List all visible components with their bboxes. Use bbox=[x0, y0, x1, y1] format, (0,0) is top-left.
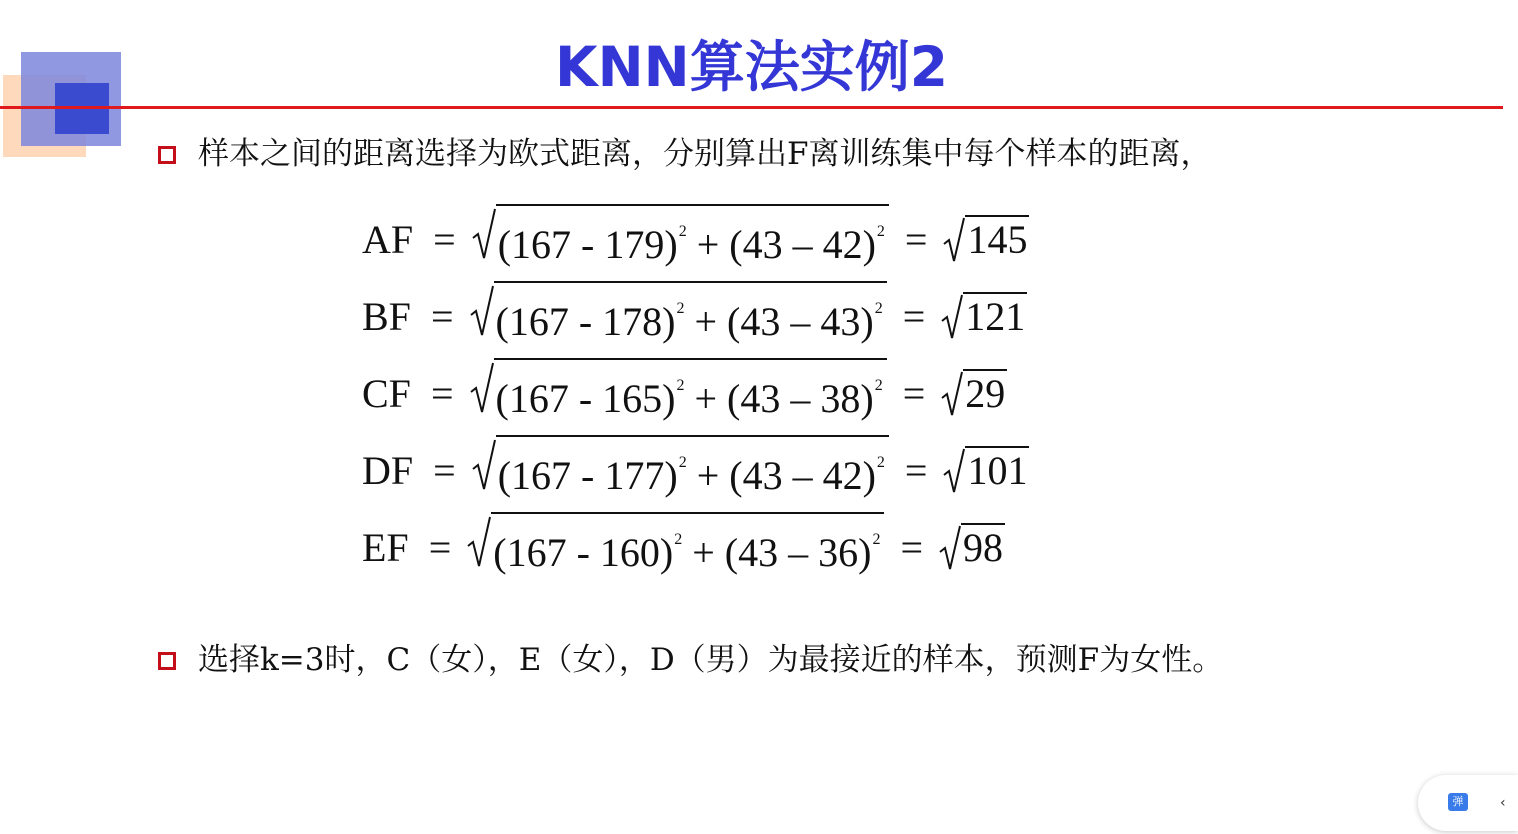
sqrt-result bbox=[943, 440, 1029, 502]
sqrt-expression: (167 - 179)$^2$ + (43 – 42)$^2$ bbox=[472, 204, 889, 276]
sqrt-expression: (167 - 160)$^2$ + (43 – 36)$^2$ bbox=[467, 512, 884, 584]
equation-label: EF bbox=[362, 525, 409, 570]
square-bullet-icon bbox=[158, 146, 176, 164]
sqrt-result bbox=[943, 209, 1029, 271]
equals-sign: = bbox=[900, 525, 924, 570]
title-divider bbox=[0, 106, 1503, 109]
result-value: 101 bbox=[967, 448, 1028, 493]
sqrt-expression: (167 - 165)$^2$ + (43 – 38)$^2$ bbox=[470, 358, 887, 430]
equals-sign: = bbox=[428, 525, 452, 570]
sqrt-result bbox=[941, 363, 1007, 425]
result-value: 98 bbox=[963, 525, 1004, 570]
equation-label: BF bbox=[362, 294, 411, 339]
bullet-row-intro bbox=[158, 134, 1418, 176]
equation-bf bbox=[362, 281, 1027, 343]
sqrt-icon bbox=[943, 217, 965, 263]
bullet-text-intro: 样本之间的距离选择为欧式距离，分别算出F离训练集中每个样本的距离， bbox=[198, 136, 1212, 172]
result-value: 145 bbox=[967, 217, 1028, 262]
equation-label: AF bbox=[362, 217, 414, 262]
result-value: 121 bbox=[965, 294, 1026, 339]
equals-sign: = bbox=[430, 371, 454, 416]
sqrt-icon bbox=[941, 294, 963, 340]
result-value: 29 bbox=[965, 371, 1006, 416]
sqrt-icon bbox=[470, 362, 494, 414]
sqrt-expression: (167 - 177)$^2$ + (43 – 42)$^2$ bbox=[472, 435, 889, 507]
bullet-row-conclusion bbox=[158, 640, 1418, 682]
equation-ef bbox=[362, 512, 1005, 574]
square-bullet-icon bbox=[158, 652, 176, 670]
equals-sign: = bbox=[430, 294, 454, 339]
sqrt-icon bbox=[943, 448, 965, 494]
popup-app-icon[interactable]: 弹 bbox=[1448, 793, 1468, 811]
sqrt-result bbox=[941, 286, 1027, 348]
sqrt-result bbox=[939, 517, 1005, 579]
sqrt-expression: (167 - 178)$^2$ + (43 – 43)$^2$ bbox=[470, 281, 887, 353]
equation-df bbox=[362, 435, 1029, 497]
equation-label: CF bbox=[362, 371, 411, 416]
equals-sign: = bbox=[433, 448, 456, 493]
equals-sign: = bbox=[433, 217, 456, 262]
floating-popup-widget[interactable] bbox=[1418, 775, 1518, 831]
sqrt-icon bbox=[472, 208, 496, 260]
slide-title: KNN算法实例2 bbox=[555, 35, 948, 99]
sqrt-icon bbox=[941, 371, 963, 417]
equals-sign: = bbox=[904, 448, 928, 493]
chevron-left-icon[interactable]: ‹ bbox=[1500, 795, 1506, 811]
equals-sign: = bbox=[902, 371, 926, 416]
equation-af bbox=[362, 204, 1029, 266]
sqrt-icon bbox=[467, 516, 491, 568]
equals-sign: = bbox=[904, 217, 928, 262]
equation-label: DF bbox=[362, 448, 414, 493]
sqrt-icon bbox=[472, 439, 496, 491]
bullet-text-conclusion: 选择k=3时，C（女），E（女），D（男）为最接近的样本，预测F为女性。 bbox=[198, 642, 1224, 678]
equals-sign: = bbox=[902, 294, 926, 339]
sqrt-icon bbox=[470, 285, 494, 337]
equation-cf bbox=[362, 358, 1007, 420]
sqrt-icon bbox=[939, 525, 961, 571]
